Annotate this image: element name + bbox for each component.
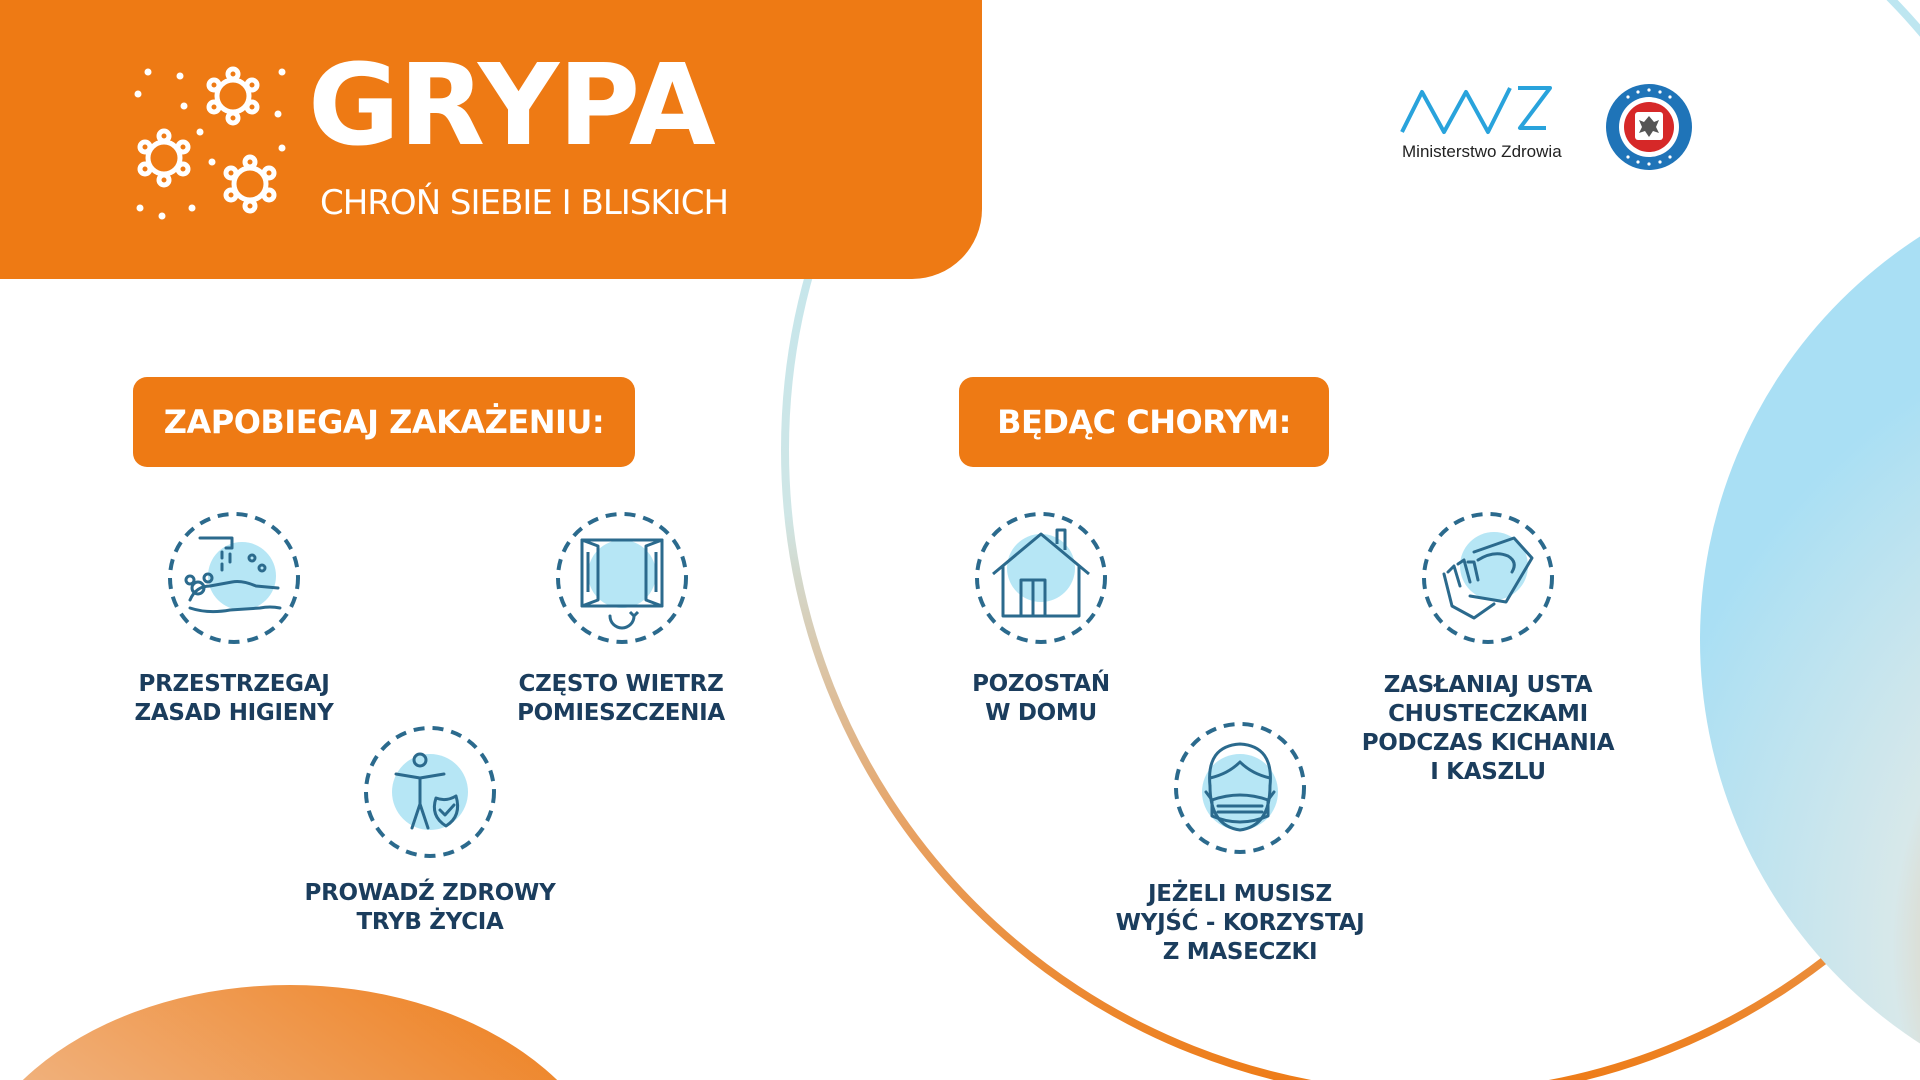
tissue-hand-icon [1418,508,1558,648]
tip-healthy-life-label: PROWADŹ ZDROWY TRYB ŻYCIA [304,880,556,935]
page-subtitle: CHROŃ SIEBIE I BLISKICH [320,183,729,223]
house-icon [971,508,1111,648]
page-title: GRYPA [308,41,715,171]
right-gradient-circle [1700,160,1920,1080]
tip-hygiene-label: PRZESTRZEGAJ ZASAD HIGIENY [134,671,334,726]
sanitary-inspection-seal-icon [1604,82,1694,172]
ministry-logo [1400,82,1560,162]
tip-cover-mouth-label: ZASŁANIAJ USTA CHUSTECZKAMI PODCZAS KICHANIA I KASZLU [1361,672,1615,785]
section-heading-prevent: ZAPOBIEGAJ ZAKAŻENIU: [133,377,635,467]
tip-face-mask-label: JEŻELI MUSISZ WYJŚĆ - KORZYSTAJ Z MASECZKI [1115,881,1365,965]
mz-logo-icon [1400,82,1556,138]
tip-stay-home-label: POZOSTAŃ W DOMU [972,671,1110,726]
open-window-icon [552,508,692,648]
face-mask-icon [1170,718,1310,858]
section-heading-sick: BĘDĄC CHORYM: [959,377,1329,467]
healthy-person-shield-icon [360,722,500,862]
header-banner [0,0,982,279]
hand-washing-icon [164,508,304,648]
bottom-gradient-blob [0,985,620,1080]
tip-ventilation-label: CZĘSTO WIETRZ POMIESZCZENIA [517,671,725,726]
virus-cluster-icon [128,58,298,228]
ministry-name: Ministerstwo Zdrowia [1402,142,1562,161]
